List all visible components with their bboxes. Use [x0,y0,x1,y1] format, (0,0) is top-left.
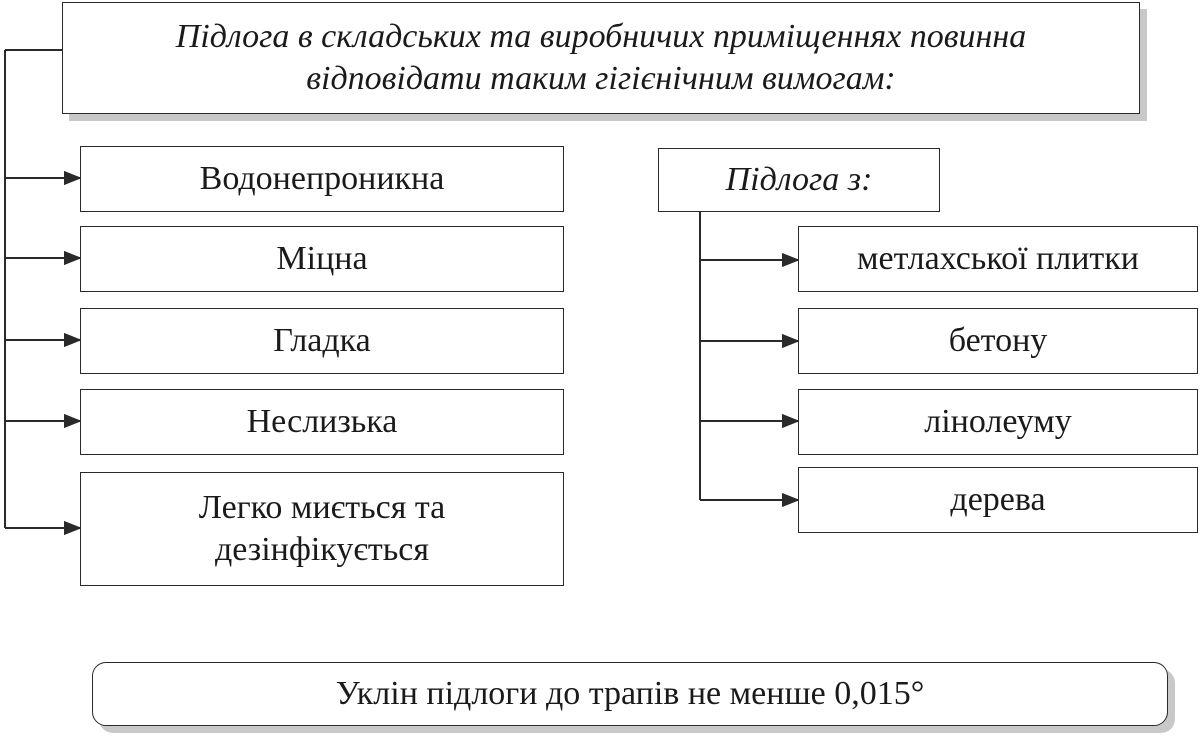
floor-type-label: бетону [948,321,1048,359]
requirement-box-3 [80,308,564,374]
floor-type-box-3 [798,389,1198,455]
requirement-label: Легко миється та дезінфікується [198,488,446,568]
requirement-label: Гладка [273,321,371,359]
requirement-label: Міцна [276,239,368,277]
title-line-1: Підлога в складських та виробничих приміщеннях повинна [175,17,1027,55]
floor-type-box-2 [798,308,1198,374]
floor-type-label: метлахської плитки [857,239,1139,277]
slope-note: Уклін підлоги до трапів не менше 0,015° [335,674,925,712]
floor-types-header: Підлога з: [725,160,873,198]
floor-type-label: лінолеуму [924,402,1072,440]
slope-note-box [92,662,1168,726]
floor-type-box-4 [798,467,1198,533]
requirement-box-1 [80,146,564,212]
requirement-box-4 [80,389,564,455]
requirement-box-5 [80,472,564,586]
floor-types-bracket [700,211,798,500]
floor-types-header-box [658,148,940,212]
title-box [62,2,1140,114]
requirement-label: Водонепроникна [199,159,445,197]
requirement-box-2 [80,226,564,292]
floor-type-label: дерева [950,480,1046,518]
title-line-2: відповідати таким гігієнічним вимогам: [306,60,896,97]
requirements-bracket [5,50,80,528]
floor-type-box-1 [798,226,1198,292]
requirement-label: Неслизька [246,402,398,440]
